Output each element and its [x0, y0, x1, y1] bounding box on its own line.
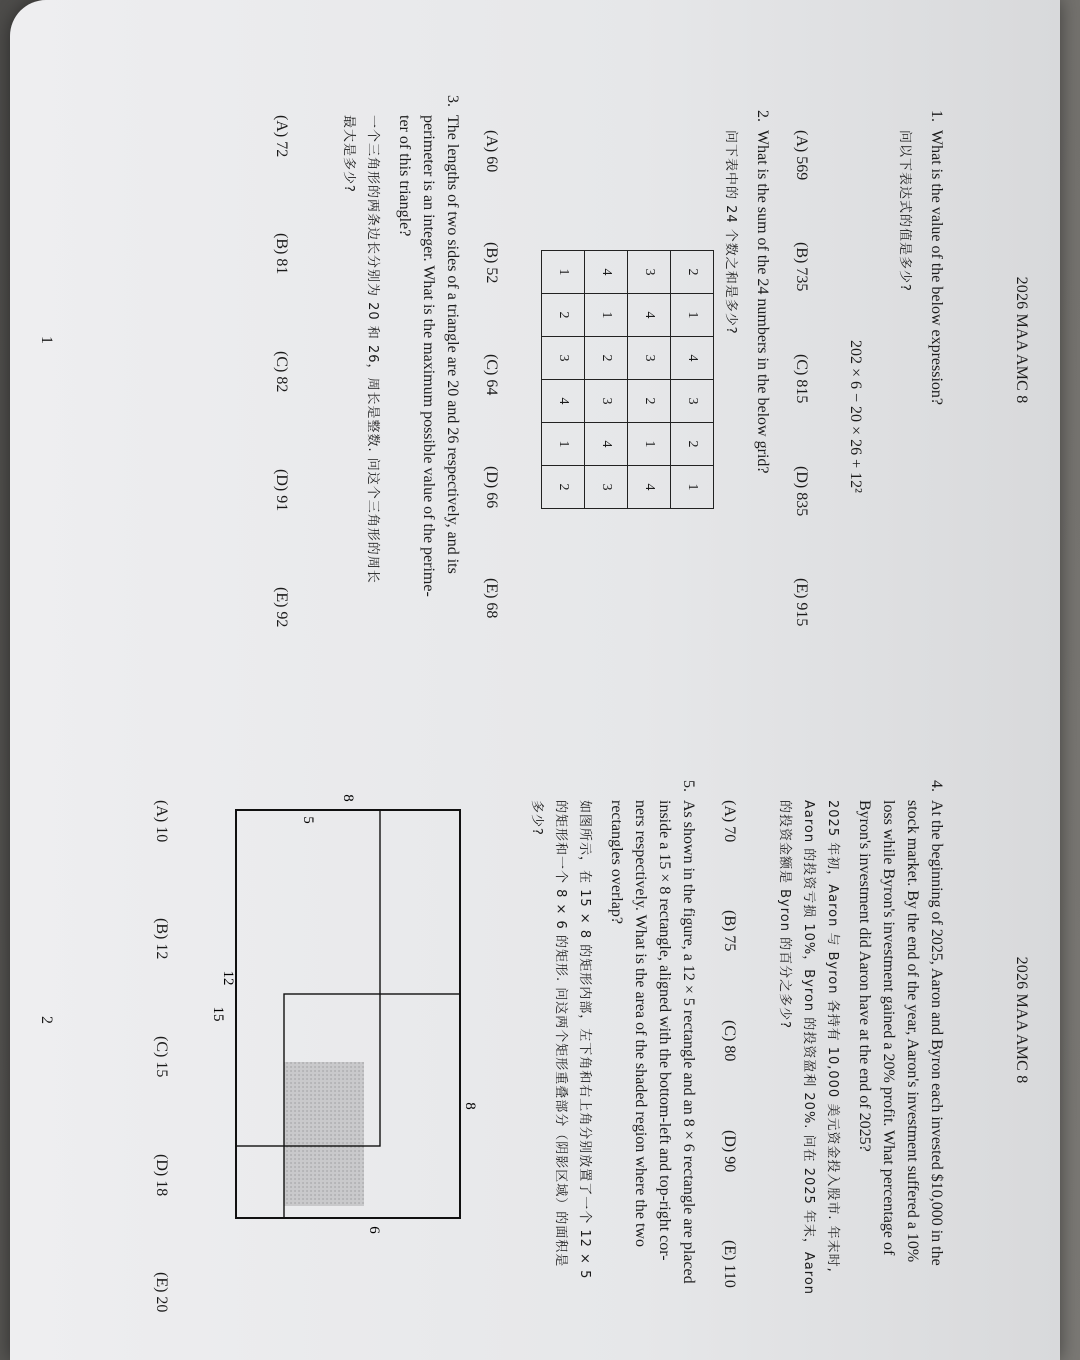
- question-2: [718, 110, 774, 650]
- choice-d[interactable]: (D) 91: [273, 469, 290, 512]
- question-text-zh-line: 一个三角形的两条边长分别为 20 和 26，周长是整数. 问这个三角形的周长: [365, 115, 380, 584]
- question-text-line: ners respectively. What is the area of the shaded region where the two: [632, 800, 649, 1247]
- question-text-zh-line: 最大是多少?: [341, 115, 356, 193]
- question-text-zh-line: 2025 年初，Aaron 与 Byron 各持有 10,000 美元资金投入股市. 年末时,: [825, 800, 840, 1273]
- choice-c[interactable]: (C) 15: [153, 1036, 170, 1078]
- question-text-zh: 问以下表达式的值是多少?: [897, 130, 912, 292]
- question-text-line: rectangles overlap?: [608, 800, 625, 924]
- grid-cell: 2: [671, 423, 714, 466]
- question-text-line: perimeter is an integer. What is the maximum possible value of the perime-: [420, 115, 437, 597]
- grid-cell: 1: [542, 251, 585, 294]
- question-text-zh-line: Aaron 的投资亏损 10%，Byron 的投资盈利 20%. 问在 2025 年末，Aaron: [801, 800, 816, 1296]
- grid-cell: 2: [671, 251, 714, 294]
- page-header: 2026 MAA AMC 8: [1013, 276, 1030, 404]
- grid-cell: 4: [628, 294, 671, 337]
- question-text-line: loss while Byron's investment gained a 20% profit. What percentage of: [880, 800, 897, 1256]
- choice-e[interactable]: (E) 20: [153, 1272, 170, 1313]
- grid-cell: 4: [671, 337, 714, 380]
- question-text-zh-line: 如图所示，在 15 × 8 的矩形内部，左下角和右上角分别放置了一个 12 × 5: [577, 800, 592, 1280]
- grid-cell: 4: [585, 423, 628, 466]
- grid-cell: 2: [542, 466, 585, 509]
- question-3: [336, 95, 464, 655]
- grid-cell: 3: [585, 380, 628, 423]
- choice-c[interactable]: (C) 815: [793, 354, 810, 404]
- exam-spread: [10, 0, 1060, 1360]
- question-text-zh: 问下表中的 24 个数之和是多少?: [723, 130, 738, 335]
- question-number: 1.: [928, 110, 945, 122]
- label-outer-height: 8: [340, 794, 356, 802]
- choice-e[interactable]: (E) 915: [793, 578, 810, 627]
- question-text-line: ter of this triangle?: [396, 115, 413, 237]
- grid-cell: 2: [628, 380, 671, 423]
- choice-c[interactable]: (C) 80: [721, 1020, 738, 1062]
- question-text-zh-line: 多少?: [529, 800, 544, 836]
- choice-b[interactable]: (B) 52: [483, 242, 500, 284]
- grid-cell: 1: [585, 294, 628, 337]
- choice-a[interactable]: (A) 70: [721, 800, 738, 843]
- choice-c[interactable]: (C) 64: [483, 354, 500, 396]
- choice-a[interactable]: (A) 60: [483, 130, 500, 173]
- question-number: 4.: [928, 780, 945, 792]
- grid-cell: 3: [542, 337, 585, 380]
- grid-row: [671, 251, 714, 509]
- choice-e[interactable]: (E) 92: [273, 587, 290, 628]
- grid-cell: 1: [542, 423, 585, 466]
- choice-d[interactable]: (D) 90: [721, 1130, 738, 1173]
- grid-row: [628, 251, 671, 509]
- label-12: 12: [220, 970, 236, 986]
- grid-cell: 1: [671, 294, 714, 337]
- question-text-zh-line: 的矩形和一个 8 × 6 的矩形. 问这两个矩形重叠部分（阴影区域）的面积是: [553, 800, 568, 1268]
- label-5: 5: [300, 816, 316, 824]
- question-text-line: stock market. By the end of the year, Aaron's investment suffered a 10%: [904, 800, 921, 1263]
- question-text-line: Byron's investment did Aaron have at the end of 2025?: [856, 800, 873, 1152]
- question-text-zh-line: 的投资金额是 Byron 的百分之多少?: [777, 800, 792, 1030]
- number-grid: [541, 250, 714, 509]
- question-number: 5.: [680, 780, 697, 792]
- question-1: [892, 110, 948, 650]
- choice-b[interactable]: (B) 12: [153, 918, 170, 960]
- question-text-line: inside a 15 × 8 rectangle, aligned with the bottom-left and top-right cor-: [656, 800, 673, 1261]
- grid-cell: 2: [585, 337, 628, 380]
- page-2: [10, 680, 1060, 1360]
- choice-d[interactable]: (D) 66: [483, 466, 500, 509]
- choice-d[interactable]: (D) 18: [153, 1154, 170, 1197]
- grid-cell: 3: [585, 466, 628, 509]
- question-5: [524, 780, 700, 1340]
- question-number: 3.: [444, 95, 461, 107]
- grid-cell: 4: [585, 251, 628, 294]
- grid-cell: 4: [628, 466, 671, 509]
- page-1: [10, 0, 1060, 680]
- grid-cell: 4: [542, 380, 585, 423]
- choice-d[interactable]: (D) 835: [793, 466, 810, 517]
- shaded-overlap: [284, 1062, 364, 1206]
- choice-b[interactable]: (B) 735: [793, 242, 810, 292]
- choice-e[interactable]: (E) 110: [721, 1240, 738, 1288]
- question-text-line: The lengths of two sides of a triangle are 20 and 26 respectively, and its: [444, 115, 461, 574]
- choice-e[interactable]: (E) 68: [483, 578, 500, 619]
- choice-c[interactable]: (C) 82: [273, 351, 290, 393]
- question-4: [772, 780, 948, 1340]
- grid-cell: 1: [628, 423, 671, 466]
- label-outer-width: 15: [210, 1006, 226, 1022]
- label-6: 6: [366, 1226, 382, 1234]
- page-number: 1: [38, 336, 55, 344]
- grid-cell: 3: [628, 337, 671, 380]
- choice-b[interactable]: (B) 75: [721, 910, 738, 952]
- choice-a[interactable]: (A) 72: [273, 115, 290, 158]
- question-text: What is the sum of the 24 numbers in the below grid?: [754, 130, 771, 474]
- grid-cell: 2: [542, 294, 585, 337]
- choice-a[interactable]: (A) 10: [153, 800, 170, 843]
- expression: 202 × 6 − 20 × 26 + 12²: [847, 340, 864, 493]
- question-text: What is the value of the below expression?: [928, 130, 945, 406]
- grid-row: [585, 251, 628, 509]
- grid-row: [542, 251, 585, 509]
- label-8: 8: [462, 1102, 478, 1110]
- rectangle-figure: [200, 794, 478, 1234]
- grid-cell: 3: [671, 380, 714, 423]
- grid-cell: 1: [671, 466, 714, 509]
- grid-cell: 3: [628, 251, 671, 294]
- question-text-line: As shown in the figure, a 12 × 5 rectangle and an 8 × 6 rectangle are placed: [680, 800, 697, 1284]
- page-number: 2: [38, 1016, 55, 1024]
- page-header: 2026 MAA AMC 8: [1013, 956, 1030, 1084]
- choice-b[interactable]: (B) 81: [273, 233, 290, 275]
- question-number: 2.: [754, 110, 771, 122]
- choice-a[interactable]: (A) 569: [793, 130, 810, 181]
- question-text-line: At the beginning of 2025, Aaron and Byron each invested $10,000 in the: [928, 800, 945, 1266]
